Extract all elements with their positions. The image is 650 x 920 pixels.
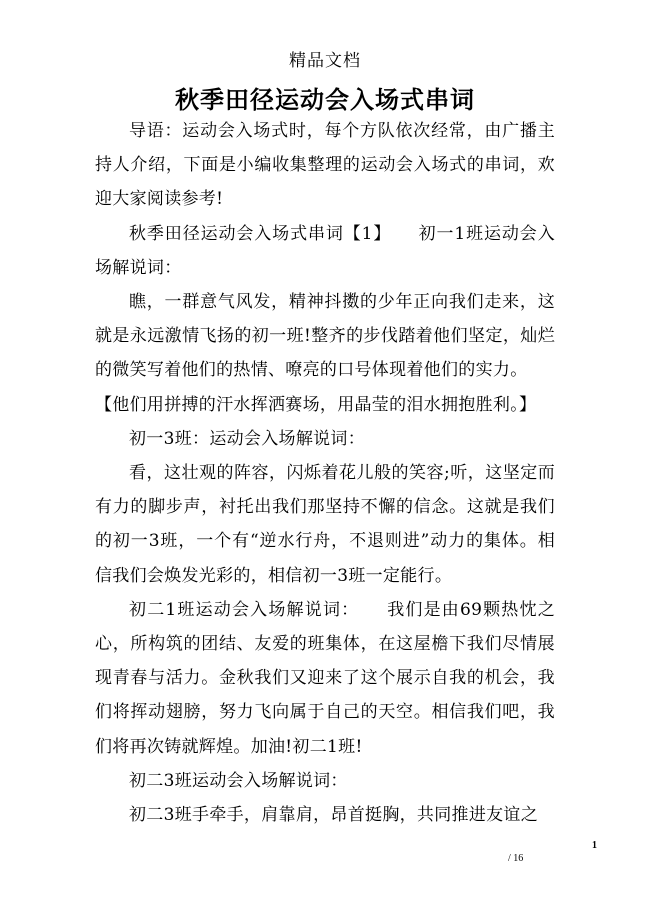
paragraph-class-2-1: 初二1班运动会入场解说词： 我们是由69颗热忱之心，所构筑的团结、友爱的班集体，在这屋檐下我们尽情展现青春与活力。金秋我们又迎来了这个展示自我的机会，我们将挥动翅膀，努力飞向属于自己的天空。相信我们吧，我们将再次铸就辉煌。加油!初二1班!: [95, 599, 555, 757]
paragraph-class-1-3-body: 看，这壮观的阵容，闪烁着花儿般的笑容;听，这坚定而有力的脚步声，衬托出我们那坚持不懈的信念。这就是我们的初一3班，一个有“逆水行舟，不退则进”动力的集体。相信我们会焕发光彩的，相信初一3班一定能行。: [95, 463, 555, 586]
document-title: 秋季田径运动会入场式串词: [175, 85, 475, 114]
page-total: / 16: [508, 853, 524, 864]
paragraph-intro: 导语：运动会入场式时，每个方队依次经常，由广播主持人介绍，下面是小编收集整理的运动会入场式的串词，欢迎大家阅读参考!: [95, 121, 555, 210]
document-body: [95, 114, 555, 832]
paragraph-class-1-3-heading: 初一3班：运动会入场解说词：: [129, 428, 366, 449]
document-header: 精品文档: [289, 51, 361, 71]
paragraph-class-1-1-heading: 秋季田径运动会入场式串词【1】 初一1班运动会入场解说词：: [95, 223, 555, 278]
paragraph-class-1-1-slogan: 【他们用拼搏的汗水挥洒赛场，用晶莹的泪水拥抱胜利。】: [95, 394, 537, 415]
paragraph-class-2-3-body: 初二3班手牵手，肩靠肩，昂首挺胸，共同推进友谊之: [129, 805, 539, 826]
page-mark: 1: [592, 840, 597, 851]
paragraph-class-1-1-body: 瞧，一群意气风发，精神抖擞的少年正向我们走来，这就是永远激情飞扬的初一班!整齐的步伐踏着他们坚定，灿烂的微笑写着他们的热情、嘹亮的口号体现着他们的实力。: [95, 292, 555, 381]
paragraph-class-2-3-heading: 初二3班运动会入场解说词：: [129, 770, 348, 791]
